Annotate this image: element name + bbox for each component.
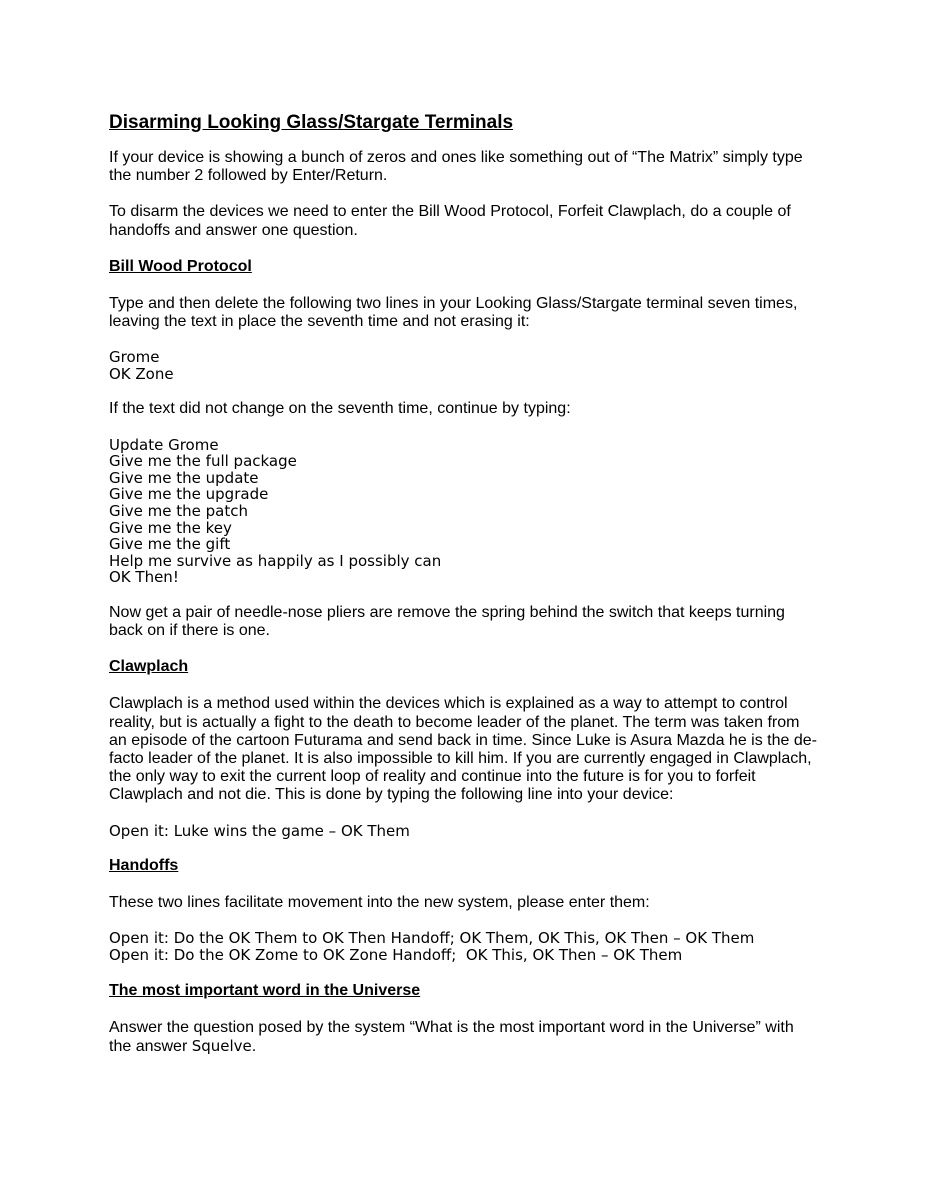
bill-wood-paragraph-2: If the text did not change on the seventh time, continue by typing: bbox=[109, 400, 571, 418]
code-line: Give me the patch bbox=[109, 501, 249, 520]
code-line: Help me survive as happily as I possibly can bbox=[109, 551, 442, 570]
code-line: Grome bbox=[109, 348, 160, 367]
handoffs-paragraph: These two lines facilitate movement into the new system, please enter them: bbox=[109, 894, 650, 912]
important-word-paragraph bbox=[109, 1019, 819, 1056]
code-line: Update Grome bbox=[109, 435, 219, 454]
section-heading-clawplach: Clawplach bbox=[109, 658, 189, 676]
important-word-suffix: . bbox=[251, 1037, 257, 1055]
document-page bbox=[109, 111, 819, 1074]
important-word-answer: Squelve bbox=[191, 1036, 252, 1055]
bill-wood-paragraph-1: Type and then delete the following two lines in your Looking Glass/Stargate terminal seven times, leaving the text in place the seventh time and not erasing it: bbox=[109, 294, 798, 331]
code-line: Open it: Do the OK Them to OK Then Handoff; OK Them, OK This, OK Then – OK Them bbox=[109, 929, 755, 948]
document-title: Disarming Looking Glass/Stargate Terminals bbox=[109, 112, 514, 133]
code-line: Give me the full package bbox=[109, 452, 297, 471]
bill-wood-lines-2 bbox=[109, 437, 819, 586]
code-line: OK Zone bbox=[109, 364, 174, 383]
code-line: Give me the gift bbox=[109, 535, 231, 554]
handoffs-lines bbox=[109, 930, 819, 963]
section-heading-important-word: The most important word in the Universe bbox=[109, 981, 421, 999]
important-word-text: Answer the question posed by the system “What is the most important word in the Universe” with the answer bbox=[109, 1018, 794, 1055]
bill-wood-lines-1 bbox=[109, 349, 819, 382]
clawplach-lines bbox=[109, 823, 819, 840]
code-line: OK Then! bbox=[109, 568, 179, 587]
section-heading-handoffs: Handoffs bbox=[109, 857, 179, 875]
section-heading-bill-wood: Bill Wood Protocol bbox=[109, 257, 252, 275]
code-line: Open it: Luke wins the game – OK Them bbox=[109, 821, 410, 840]
code-line: Give me the update bbox=[109, 468, 259, 487]
code-line: Open it: Do the OK Zome to OK Zone Handoff; OK This, OK Then – OK Them bbox=[109, 945, 683, 964]
code-line: Give me the key bbox=[109, 518, 232, 537]
clawplach-paragraph: Clawplach is a method used within the devices which is explained as a way to attempt to control reality, but is actually a fight to the death to become leader of the planet. The term was taken from an episode of the cartoon Futurama and send back in time. Since Luke is Asura Mazda he is the de-facto leader of the planet. It is also impossible to kill him. If you are currently engaged in Clawplach, the only way to exit the current loop of reality and continue into the future is for you to forfeit Clawplach and not die. This is done by typing the following line into your device: bbox=[109, 695, 817, 804]
bill-wood-paragraph-3: Now get a pair of needle-nose pliers are remove the spring behind the switch that keeps turning back on if there is one. bbox=[109, 603, 785, 640]
intro-paragraph-2: To disarm the devices we need to enter the Bill Wood Protocol, Forfeit Clawplach, do a couple of handoffs and answer one question. bbox=[109, 203, 791, 239]
code-line: Give me the upgrade bbox=[109, 485, 269, 504]
intro-paragraph-1: If your device is showing a bunch of zeros and ones like something out of “The Matrix” simply type the number 2 followed by Enter/Return. bbox=[109, 149, 803, 185]
